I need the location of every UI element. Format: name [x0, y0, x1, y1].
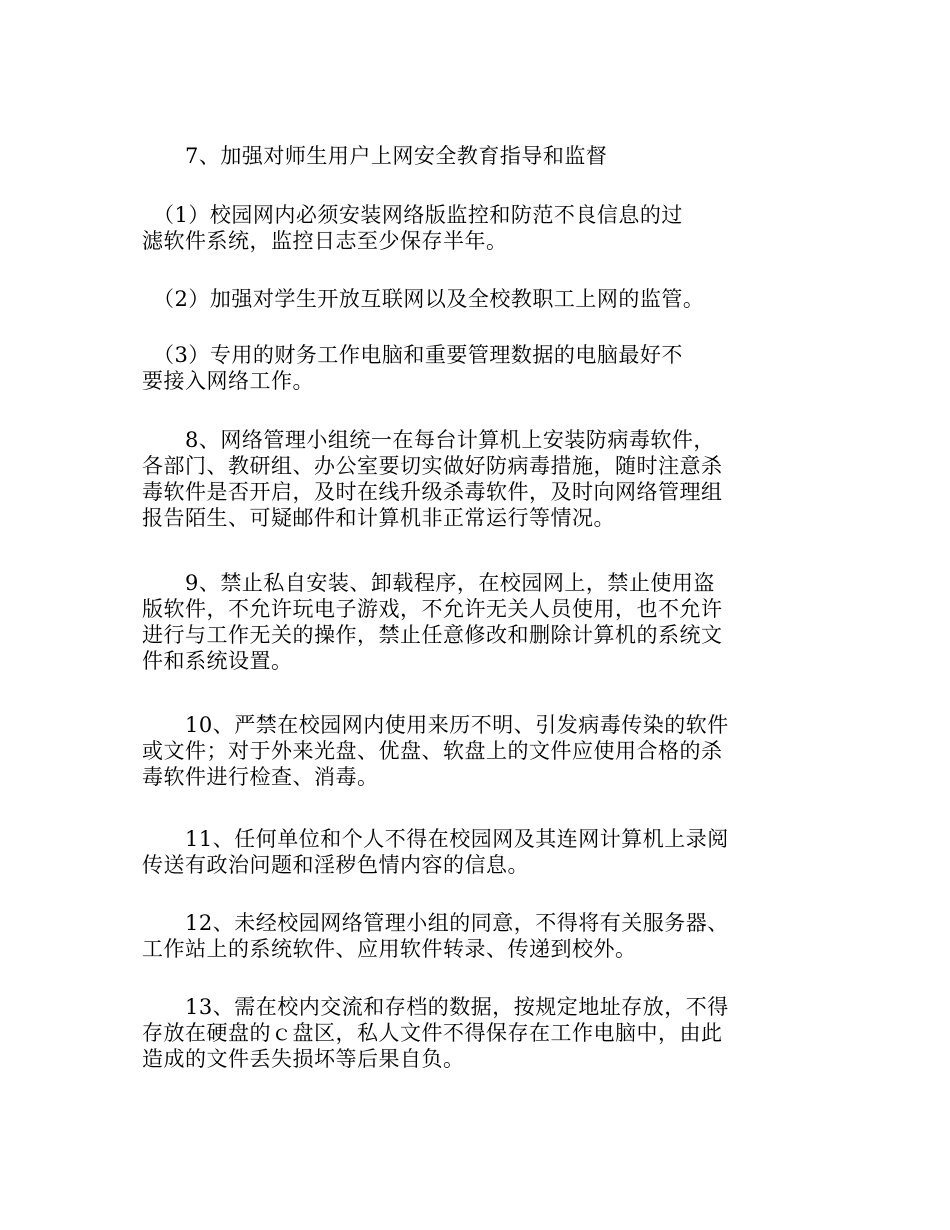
- paragraph-subitem-1: （1）校园网内必须安装网络版监控和防范不良信息的过 滤软件系统，监控日志至少保存半年。: [142, 203, 683, 253]
- paragraph-subitem-2: （2）加强对学生开放互联网以及全校教职工上网的监管。: [142, 287, 705, 311]
- paragraph-item-9: 9、禁止私自安装、卸载程序，在校园网上，禁止使用盗 版软件，不允许玩电子游戏，不允许无关人员使用，也不允许 进行与工作无关的操作，禁止任意修改和删除计算机的系统文 件和系统设置。: [142, 571, 723, 673]
- paragraph-item-10: 10、严禁在校园网内使用来历不明、引发病毒传染的软件 或文件；对于外来光盘、优盘、软盘上的文件应使用合格的杀 毒软件进行检查、消毒。: [142, 713, 729, 789]
- paragraph-subitem-3: （3）专用的财务工作电脑和重要管理数据的电脑最好不 要接入网络工作。: [142, 343, 683, 393]
- paragraph-item-7-heading: 7、加强对师生用户上网安全教育指导和监督: [142, 144, 608, 168]
- paragraph-item-11: 11、任何单位和个人不得在校园网及其连网计算机上录阅 传送有政治问题和淫秽色情内容的信息。: [142, 827, 729, 877]
- paragraph-item-12: 12、未经校园网络管理小组的同意，不得将有关服务器、 工作站上的系统软件、应用软件转录、传递到校外。: [142, 911, 729, 961]
- paragraph-item-13: 13、需在校内交流和存档的数据，按规定地址存放，不得 存放在硬盘的ｃ盘区，私人文件不得保存在工作电脑中，由此 造成的文件丢失损坏等后果自负。: [142, 995, 729, 1071]
- paragraph-item-8: 8、网络管理小组统一在每台计算机上安装防病毒软件， 各部门、教研组、办公室要切实做好防病毒措施，随时注意杀 毒软件是否开启，及时在线升级杀毒软件，及时向网络管理组 报告陌生、可疑邮件和计算机非正常运行等情况。: [142, 428, 723, 530]
